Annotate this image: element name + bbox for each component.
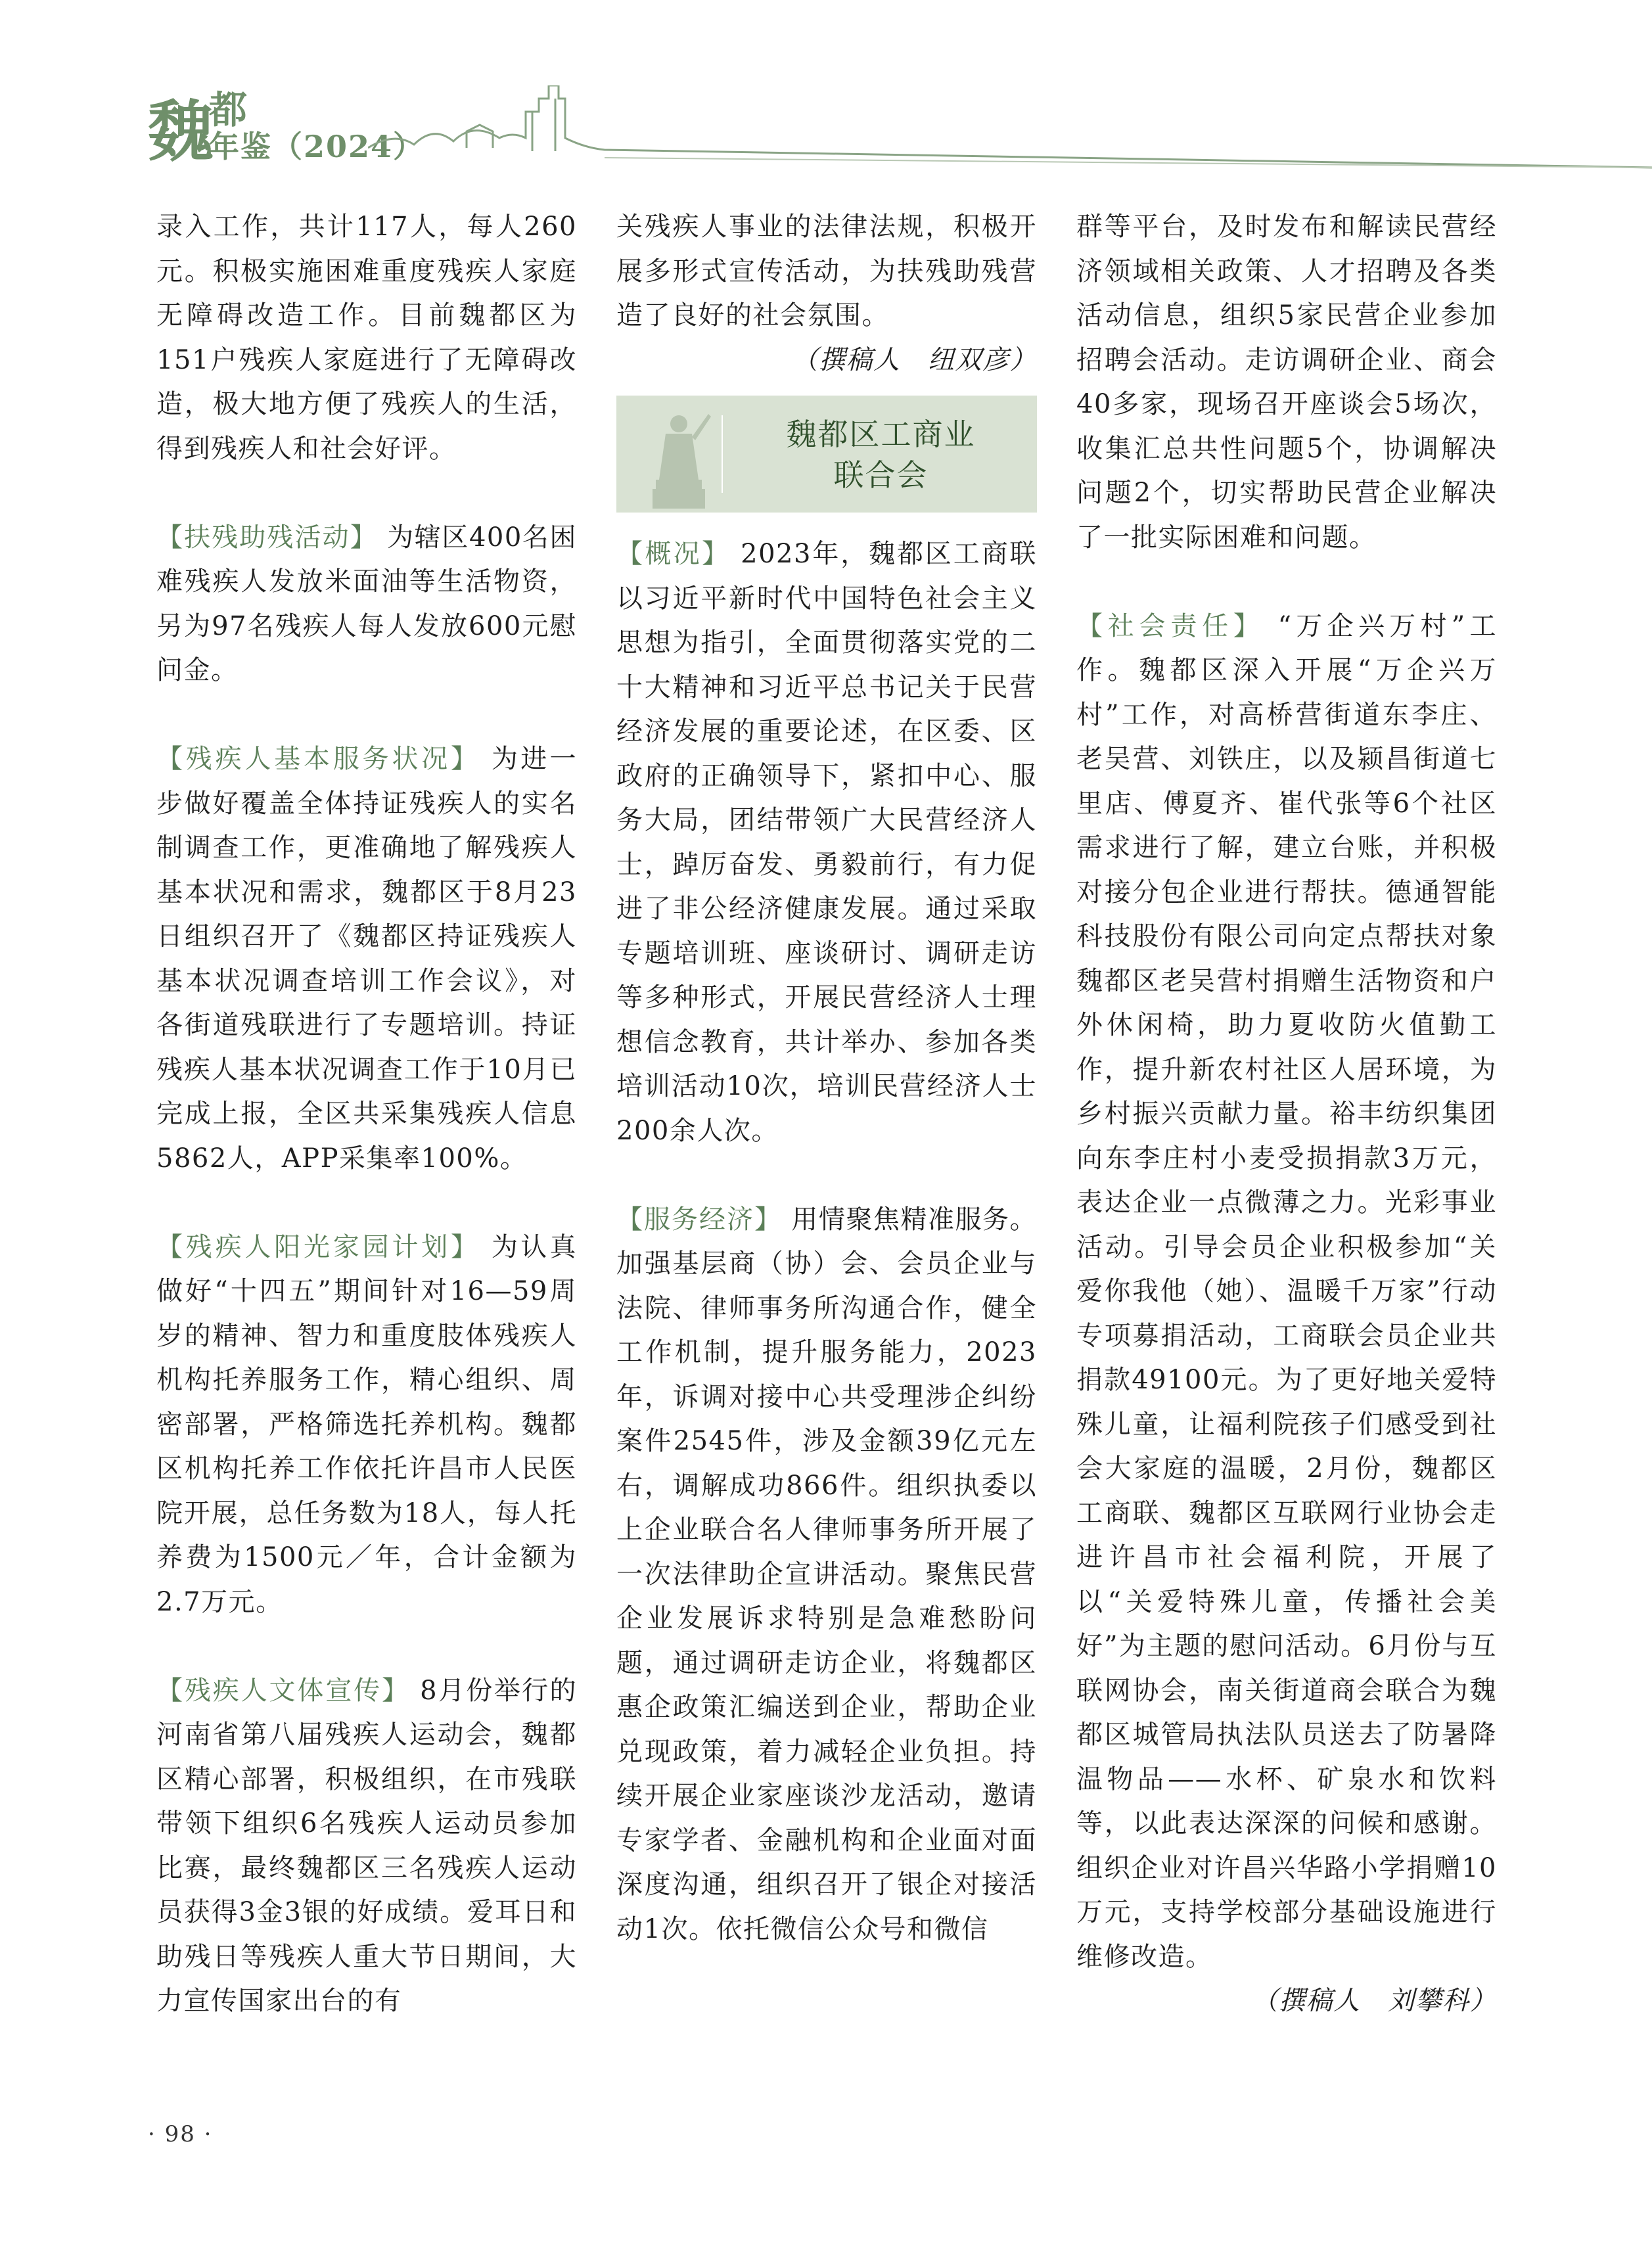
skyline-decoration-icon (368, 85, 1652, 171)
section-heading-box (616, 396, 1037, 513)
section-text: 为认真做好“十四五”期间针对16—59周岁的精神、智力和重度肢体残疾人机构托养服务工作，精心组织、周密部署，严格筛选托养机构。魏都区机构托养工作依托许昌市人民医院开展，总任务数为18人，每人托养费为1500元／年，合计金额为2.7万元。 (156, 1231, 578, 1617)
section-text: 为辖区400名困难残疾人发放米面油等生活物资，另为97名残疾人每人发放600元慰问金。 (156, 522, 577, 685)
section-tag: 【残疾人基本服务状况】 (156, 744, 480, 774)
section-tag: 【残疾人文体宣传】 (156, 1675, 410, 1706)
section-text: 为进一步做好覆盖全体持证残疾人的实名制调查工作，更准确地了解残疾人基本状况和需求，魏都区于8月23日组织召开了《魏都区持证残疾人基本状况调查培训工作会议》，对各街道残联进行了专题培训。持证残疾人基本状况调查工作于10月已完成上报，全区共采集残疾人信息5862人，APP采集率100%。 (156, 744, 578, 1174)
author-credit: （撰稿人 刘攀科） (1251, 1986, 1497, 2016)
col2-paragraph: 关残疾人事业的法律法规，积极开展多形式宣传活动，为扶残助残营造了良好的社会氛围。 (616, 212, 1037, 331)
col2-section-1 (616, 532, 1037, 1153)
section-text: 用情聚焦精准服务。加强基层商（协）会、会员企业与法院、律师事务所沟通合作，健全工作机制，提升服务能力，2023年，诉调对接中心共受理涉企纠纷案件2545件，涉及金额39亿元左右，调解成功866件。组织执委以上企业联合名人律师事务所开展了一次法律助企宣讲活动。聚焦民营企业发展诉求特别是急难愁盼问题，通过调研走访企业，将魏都区惠企政策汇编送到企业，帮助企业兑现政策，着力减轻企业负担。持续开展企业家座谈沙龙活动，邀请专家学者、金融机构和企业面对面深度沟通，组织召开了银企对接活动1次。依托微信公众号和微信 (616, 1204, 1038, 1944)
col1-paragraph: 录入工作，共计117人，每人260元。积极实施困难重度残疾人家庭无障碍改造工作。目前魏都区为151户残疾人家庭进行了无障碍改造，极大地方便了残疾人的生活，得到残疾人和社会好评。 (156, 212, 577, 464)
column-2 (616, 205, 1037, 1952)
column-3 (1076, 205, 1497, 2024)
col3-section-1 (1076, 605, 1497, 1980)
column-1 (156, 205, 577, 2024)
col3-paragraph: 群等平台，及时发布和解读民营经济领域相关政策、人才招聘及各类活动信息，组织5家民营企业参加招聘会活动。走访调研企业、商会40多家，现场召开座谈会5场次，收集汇总共性问题5个，协调解决问题2个，切实帮助民营企业解决了一批实际困难和问题。 (1076, 212, 1497, 553)
col1-section-1 (156, 516, 577, 693)
yearbook-logo-wei: 魏 (148, 93, 214, 170)
section-tag: 【扶残助残活动】 (156, 522, 378, 553)
section-tag: 【社会责任】 (1076, 610, 1265, 641)
col2-section-2 (616, 1198, 1037, 1952)
section-title: 魏都区工商业 联合会 (786, 417, 976, 493)
statue-icon (643, 407, 715, 513)
section-text: 8月份举行的河南省第八届残疾人运动会，魏都区精心部署，积极组织，在市残联带领下组织6名残疾人运动员参加比赛，最终魏都区三名残疾人运动员获得3金3银的好成绩。爱耳日和助残日等残疾人重大节日期间，大力宣传国家出台的有 (156, 1675, 578, 2016)
col1-section-3 (156, 1225, 577, 1625)
author-credit: （撰稿人 纽双彦） (791, 344, 1037, 375)
section-tag: 【残疾人阳光家园计划】 (156, 1231, 480, 1262)
section-text: 2023年，魏都区工商联以习近平新时代中国特色社会主义思想为指引，全面贯彻落实党的二十大精神和习近平总书记关于民营经济发展的重要论述，在区委、区政府的正确领导下，紧扣中心、服务大局，团结带领广大民营经济人士，踔厉奋发、勇毅前行，有力促进了非公经济健康发展。通过采取专题培训班、座谈研讨、调研走访等多种形式，开展民营经济人士理想信念教育，共计举办、参加各类培训活动10次，培训民营经济人士200余人次。 (616, 539, 1038, 1146)
page-header (0, 0, 1652, 171)
yearbook-logo-year: 年鉴（2024） (209, 129, 425, 164)
section-tag: 【概况】 (616, 539, 731, 569)
yearbook-logo-du: 都 (209, 87, 248, 132)
section-text: “万企兴万村”工作。魏都区深入开展“万企兴万村”工作，对高桥营街道东李庄、老吴营、刘铁庄，以及颍昌街道七里店、傅夏齐、崔代张等6个社区需求进行了解，建立台账，并积极对接分包企业进行帮扶。德通智能科技股份有限公司向定点帮扶对象魏都区老吴营村捐赠生活物资和户外休闲椅，助力夏收防火值勤工作，提升新农村社区人居环境，为乡村振兴贡献力量。裕丰纺织集团向东李庄村小麦受损捐款3万元，表达企业一点微薄之力。光彩事业活动。引导会员企业积极参加“关爱你我他（她）、温暖千万家”行动专项募捐活动，工商联会员企业共捐款49100元。为了更好地关爱特殊儿童，让福利院孩子们感受到社会大家庭的温暖，2月份，魏都区工商联、魏都区互联网行业协会走进许昌市社会福利院，开展了以“关爱特殊儿童，传播社会美好”为主题的慰问活动。6月份与互联网协会，南关街道商会联合为魏都区城管局执法队员送去了防暑降温物品——水杯、矿泉水和饮料等，以此表达深深的问候和感谢。组织企业对许昌兴华路小学捐赠10万元，支持学校部分基础设施进行维修改造。 (1076, 610, 1498, 1972)
section-tag: 【服务经济】 (616, 1204, 783, 1235)
page-number: · 98 · (148, 2121, 213, 2147)
col1-section-4 (156, 1669, 577, 2024)
col1-section-2 (156, 737, 577, 1181)
section-divider (722, 415, 723, 493)
